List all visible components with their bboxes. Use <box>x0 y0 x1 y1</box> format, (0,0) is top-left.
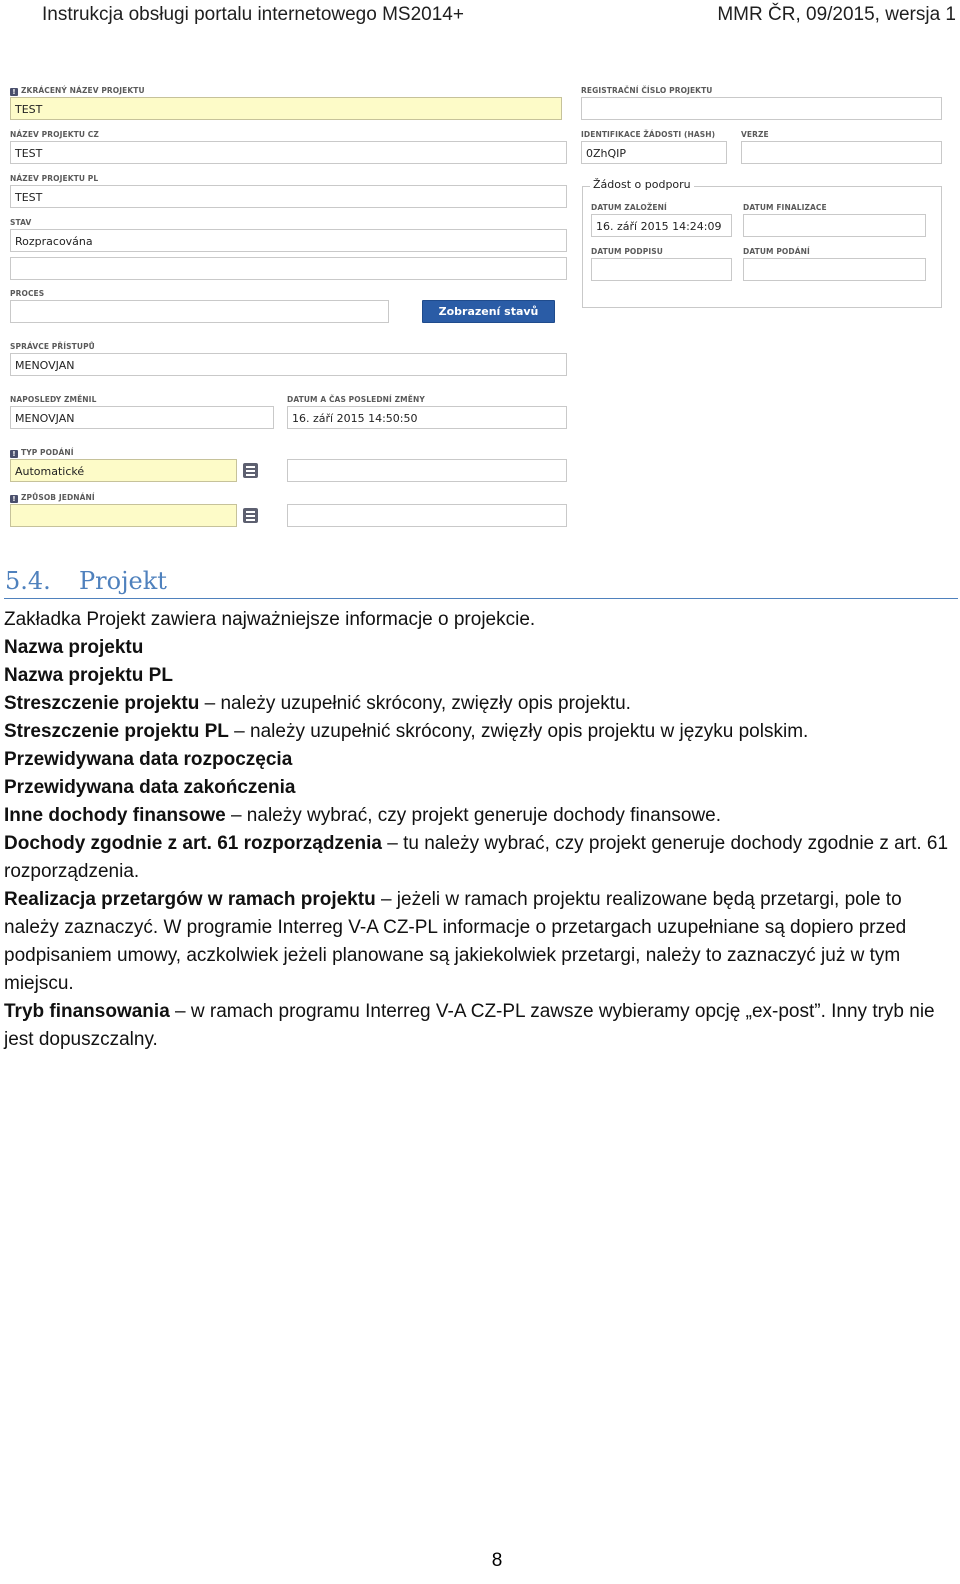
item-summary: Streszczenie projektu – należy uzupełnić skrócony, zwięzły opis projektu. <box>4 693 631 714</box>
required-info-icon: ! <box>10 495 18 503</box>
version-field[interactable] <box>741 141 942 164</box>
conduct-method-description-field[interactable] <box>287 504 567 527</box>
last-changed-by-label: NAPOSLEDY ZMĚNIL <box>10 395 97 404</box>
version-label: VERZE <box>741 130 769 139</box>
name-pl-field[interactable]: TEST <box>10 185 567 208</box>
access-manager-field[interactable]: MENOVJAN <box>10 353 567 376</box>
hash-field[interactable]: 0ZhQIP <box>581 141 727 164</box>
item-art61-income: Dochody zgodnie z art. 61 rozporządzenia – tu należy wybrać, czy projekt generuje dochody zgodnie z art. 61 rozporządzenia. <box>4 833 949 882</box>
document-header-title: Instrukcja obsługi portalu internetowego MS2014+ <box>42 4 464 25</box>
submission-type-description-field[interactable] <box>287 459 567 482</box>
list-icon[interactable] <box>243 508 258 523</box>
last-change-date-field[interactable]: 16. září 2015 14:50:50 <box>287 406 567 429</box>
status-label: STAV <box>10 218 32 227</box>
name-cz-label: NÁZEV PROJEKTU CZ <box>10 130 99 139</box>
short-name-label: ! ZKRÁCENÝ NÁZEV PROJEKTU <box>10 86 145 96</box>
name-pl-label: NÁZEV PROJEKTU PL <box>10 174 99 183</box>
registration-number-field[interactable] <box>581 97 942 120</box>
status-field[interactable]: Rozpracována <box>10 229 567 252</box>
intro-paragraph: Zakładka Projekt zawiera najważniejsze informacje o projekcie. <box>4 609 536 630</box>
created-date-label: DATUM ZALOŽENÍ <box>591 203 667 212</box>
submission-type-field[interactable]: Automatické <box>10 459 237 482</box>
conduct-method-field[interactable] <box>10 504 237 527</box>
signature-date-field[interactable] <box>591 258 732 281</box>
finalization-date-label: DATUM FINALIZACE <box>743 203 827 212</box>
access-manager-label: SPRÁVCE PŘÍSTUPŮ <box>10 342 95 351</box>
item-project-name: Nazwa projektu <box>4 637 144 658</box>
section-body <box>4 606 954 1054</box>
submission-type-label: ! TYP PODÁNÍ <box>10 448 74 458</box>
application-group-title: Žádost o podporu <box>590 178 694 191</box>
name-cz-field[interactable]: TEST <box>10 141 567 164</box>
list-icon[interactable] <box>243 463 258 478</box>
short-name-field[interactable]: TEST <box>10 97 562 120</box>
process-field[interactable] <box>10 300 389 323</box>
submission-date-field[interactable] <box>743 258 926 281</box>
required-info-icon: ! <box>10 88 18 96</box>
item-other-income: Inne dochody finansowe – należy wybrać, czy projekt generuje dochody finansowe. <box>4 805 722 826</box>
item-tenders: Realizacja przetargów w ramach projektu – jeżeli w ramach projektu realizowane będą przetargi, pole to należy zaznaczyć. W programie Interreg V-A CZ-PL informacje o przetargach uzupełniane są dopiero przed podpisaniem umowy, aczkolwiek jeżeli planowane są jakiekolwiek przetargi, należy to zaznaczyć już w tym miejscu. <box>4 889 907 994</box>
process-label: PROCES <box>10 289 45 298</box>
item-project-name-pl: Nazwa projektu PL <box>4 665 173 686</box>
status-extra-field[interactable] <box>10 257 567 280</box>
registration-number-label: REGISTRAČNÍ ČÍSLO PROJEKTU <box>581 86 713 95</box>
section-number: 5.4. <box>5 567 51 595</box>
hash-label: IDENTIFIKACE ŽÁDOSTI (HASH) <box>581 130 716 139</box>
item-summary-pl: Streszczenie projektu PL – należy uzupełnić skrócony, zwięzły opis projektu w języku polskim. <box>4 721 809 742</box>
page-number: 8 <box>491 1550 503 1571</box>
project-form-screenshot <box>0 0 960 545</box>
section-heading <box>4 564 958 599</box>
show-states-button[interactable]: Zobrazení stavů <box>422 300 555 323</box>
required-info-icon: ! <box>10 450 18 458</box>
document-header-version: MMR ČR, 09/2015, wersja 1 <box>717 4 956 25</box>
last-change-date-label: DATUM A ČAS POSLEDNÍ ZMĚNY <box>287 395 425 404</box>
submission-date-label: DATUM PODÁNÍ <box>743 247 810 256</box>
item-end-date: Przewidywana data zakończenia <box>4 777 296 798</box>
item-start-date: Przewidywana data rozpoczęcia <box>4 749 293 770</box>
last-changed-by-field[interactable]: MENOVJAN <box>10 406 274 429</box>
finalization-date-field[interactable] <box>743 214 926 237</box>
conduct-method-label: ! ZPŮSOB JEDNÁNÍ <box>10 493 95 503</box>
signature-date-label: DATUM PODPISU <box>591 247 663 256</box>
section-title: Projekt <box>79 567 167 595</box>
created-date-field[interactable]: 16. září 2015 14:24:09 <box>591 214 732 237</box>
item-financing-mode: Tryb finansowania – w ramach programu Interreg V-A CZ-PL zawsze wybieramy opcję „ex-post”. Inny tryb nie jest dopuszczalny. <box>4 1001 935 1050</box>
